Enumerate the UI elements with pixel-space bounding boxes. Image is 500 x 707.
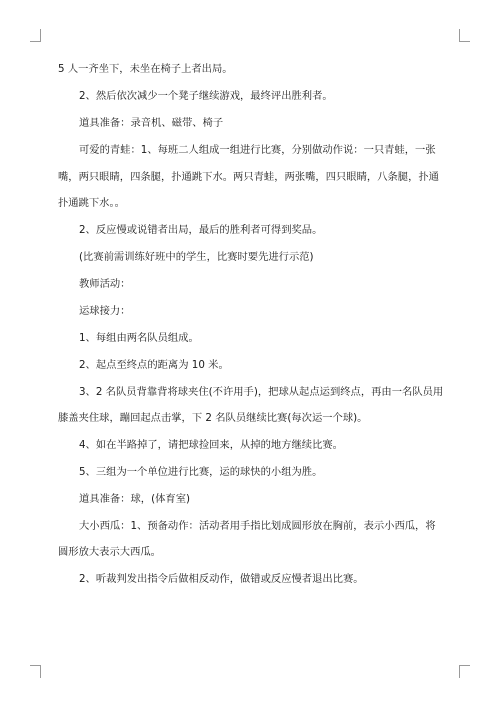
paragraph-line: 5、三组为一个单位进行比赛，运的球快的小组为胜。 [79,466,323,478]
paragraph-line: 2、听裁判发出指令后做相反动作，做错或反应慢者退出比赛。 [79,573,364,585]
paragraph-line: 大小西瓜：1、预备动作：活动者用手指比划成圆形放在胸前，表示小西瓜，将 [79,520,436,532]
document-body [58,63,444,586]
paragraph-line: 教师活动： [79,278,131,290]
crop-mark-top-left [30,29,41,42]
paragraph-line: 嘴，两只眼睛，四条腿，扑通跳下水。两只青蛙，两张嘴，四只眼睛，八条腿，扑通 [58,171,439,183]
paragraph-line: 4、如在半路掉了，请把球捡回来，从掉的地方继续比赛。 [79,439,343,451]
paragraph-line: 膝盖夹住球，蹦回起点击掌，下 2 名队员继续比赛(每次运一个球)。 [58,412,368,424]
paragraph-line: 1、每组由两名队员组成。 [79,332,199,344]
paragraph-line: 2、然后依次减少一个凳子继续游戏，最终评出胜利者。 [79,90,333,102]
paragraph-line: 3、2 名队员背靠背将球夹住(不许用手)，把球从起点运到终点，再由一名队员用 [79,386,444,398]
paragraph-line: 运球接力： [79,305,131,317]
paragraph-line: 道具准备：录音机、磁带、椅子 [79,117,224,129]
paragraph-line: 道具准备：球，(体育室) [79,493,191,505]
paragraph-line: 5 人一齐坐下，未坐在椅子上者出局。 [58,63,233,75]
paragraph-line: 可爱的青蛙：1、每班二人组成一组进行比赛，分别做动作说：一只青蛙，一张 [79,144,436,156]
paragraph-line: 扑通跳下水。。 [58,197,125,209]
crop-mark-bottom-right [459,665,470,678]
paragraph-line: 圆形放大表示大西瓜。 [58,546,161,558]
crop-mark-top-right [459,29,470,42]
paragraph-line: (比赛前需训练好班中的学生，比赛时要先进行示范) [79,251,314,263]
paragraph-line: 2、起点至终点的距离为 10 米。 [79,359,229,371]
paragraph-line: 2、反应慢或说错者出局，最后的胜利者可得到奖品。 [79,224,323,236]
crop-mark-bottom-left [30,665,41,678]
